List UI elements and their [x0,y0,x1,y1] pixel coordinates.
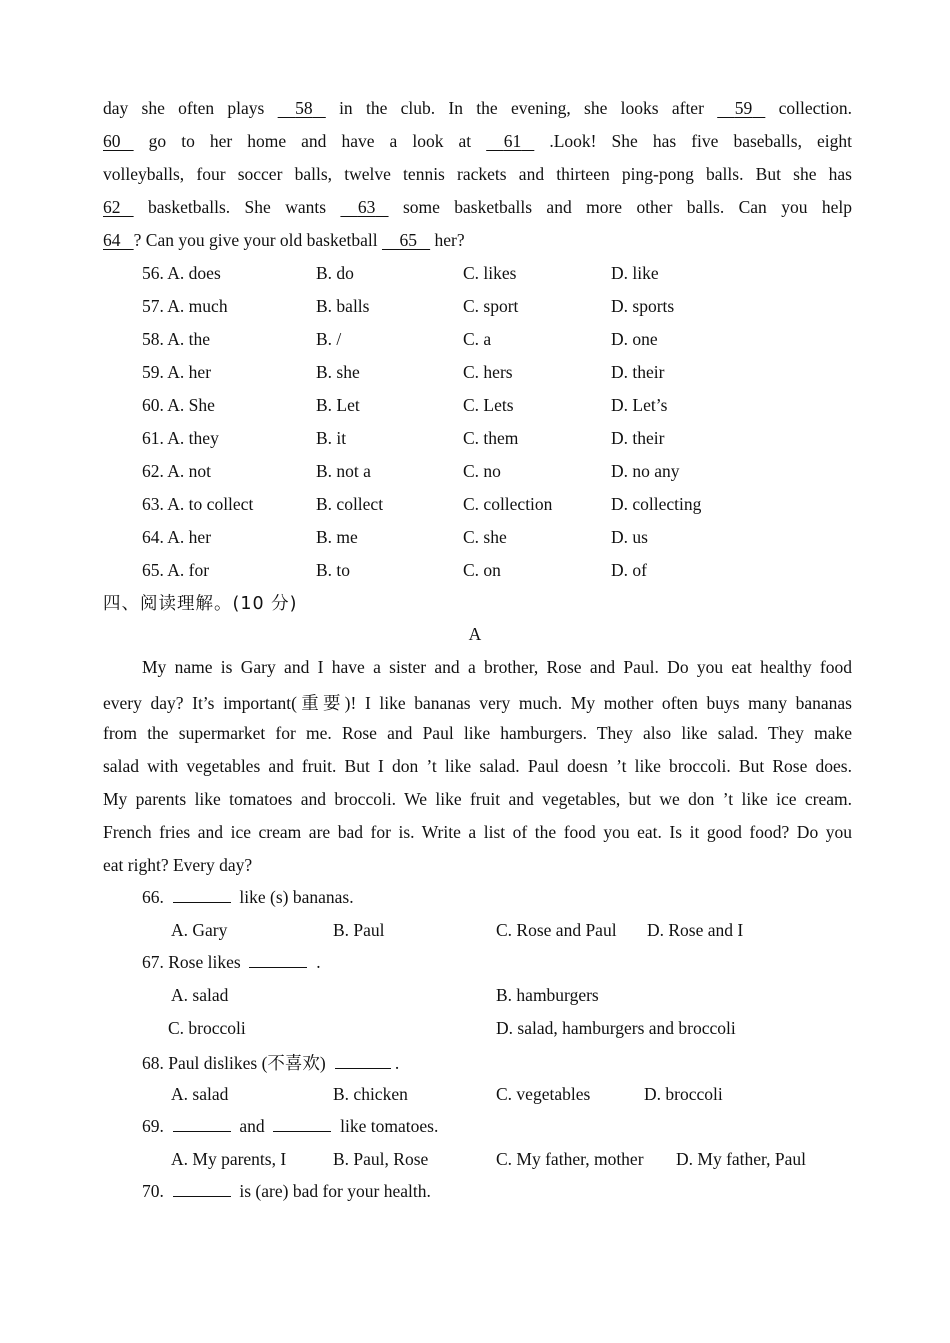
answer-blank [273,1117,331,1132]
passage-line: eat right? Every day? [103,855,253,875]
cloze-line-5: 64 ? Can you give your old basketball 65 her? [103,230,465,250]
cloze-line-4: 62 basketballs. She wants 63 some basketballs and more other balls. Can you help [103,197,852,217]
blank-61: 61 [503,131,522,151]
passage-line: French fries and ice cream are bad for is. Write a list of the food you eat. Is it good food? Do you [103,822,852,842]
cloze-line-1: day she often plays 58 in the club. In the evening, she looks after 59 collection. [103,98,852,118]
passage-line: every day? It’s important(重要)! I like bananas very much. My mother often buys many bananas [103,693,852,713]
answer-blank [249,953,307,968]
passage-line: salad with vegetables and fruit. But I don ’t like salad. Paul doesn ’t like broccoli. But Rose does. [103,756,852,776]
blank-60: 60 [103,131,121,151]
answer-blank [335,1054,391,1069]
passage-label: A [468,624,482,644]
blank-64: 64 [103,230,121,250]
section-heading: 四、阅读理解。(10 分) [103,594,298,614]
cloze-line-3: volleyballs, four soccer balls, twelve tennis rackets and thirteen ping-pong balls. But she has [103,164,852,184]
answer-blank [173,1117,231,1132]
answer-blank [173,1182,231,1197]
cloze-line-2: 60 go to her home and have a look at 61 .Look! She has five baseballs, eight [103,131,852,151]
blank-59: 59 [734,98,753,118]
blank-62: 62 [103,197,121,217]
answer-blank [173,888,231,903]
passage-line: from the supermarket for me. Rose and Paul like hamburgers. They also like salad. They make [103,723,852,743]
passage-line: My parents like tomatoes and broccoli. We like fruit and vegetables, but we don ’t like ice cream. [103,789,852,809]
passage-line: My name is Gary and I have a sister and a brother, Rose and Paul. Do you eat healthy food [142,657,852,677]
blank-65: 65 [399,230,417,250]
document-page: day she often plays 58 in the club. In the evening, she looks after 59 collection. 60 go to her home and have a look at 61 .Look! She has five baseballs, eight volleyballs, four soccer balls, twelve tennis rackets and thirteen ping-pong balls. But she has 62 basketballs. She wants 63 some basketballs and more other balls. Can you help 64 ? Can you give your old basketball 65 her? 56. A. does B. do C. likes D. like 57. A. much B. balls C. sport D. sports 58. A. the B. / C. a D. one 59. A. her B. she C. hers D. their 60. A. She B. Let C. Lets D. Let’s 61. A. they B. it C. them D. their 62. A. not B. not a C. no D. no any 63. A. to collect B. collect C. collection D. collecting 64. A. her B. me C. she D. us 65. A. for B. to C. on D. of 四、阅读理解。(10 分) A My name is Gary and I have a sister and a brother, Rose and Paul. Do you eat healthy food every day? It’s important(重要)! I like bananas very much. My mother often buys many bananas from the supermarket for me. Rose and Paul like hamburgers. They also like salad. They make salad with vegetables and fruit. But I don ’t like salad. Paul doesn ’t like broccoli. But Rose does. My parents like tomatoes and broccoli. We like fruit and vegetables, but we don ’t like ice cream. French fries and ice cream are bad for is. Write a list of the food you eat. Is it good food? Do you eat right? Every day? 66. like (s) bananas. A. Gary B. Paul C. Rose and Paul D. Rose and I 67. Rose likes . A. salad B. hamburgers C. broccoli D. salad, hamburgers and broccoli 68. Paul dislikes (不喜欢) . A. salad B. chicken C. vegetables D. broccoli 69. and like tomatoes. A. My parents, I B. Paul, Rose C. My father, mother D. My father, Paul 70. is (are) bad for your health. [0,0,950,1343]
blank-63: 63 [357,197,376,217]
blank-58: 58 [295,98,313,118]
